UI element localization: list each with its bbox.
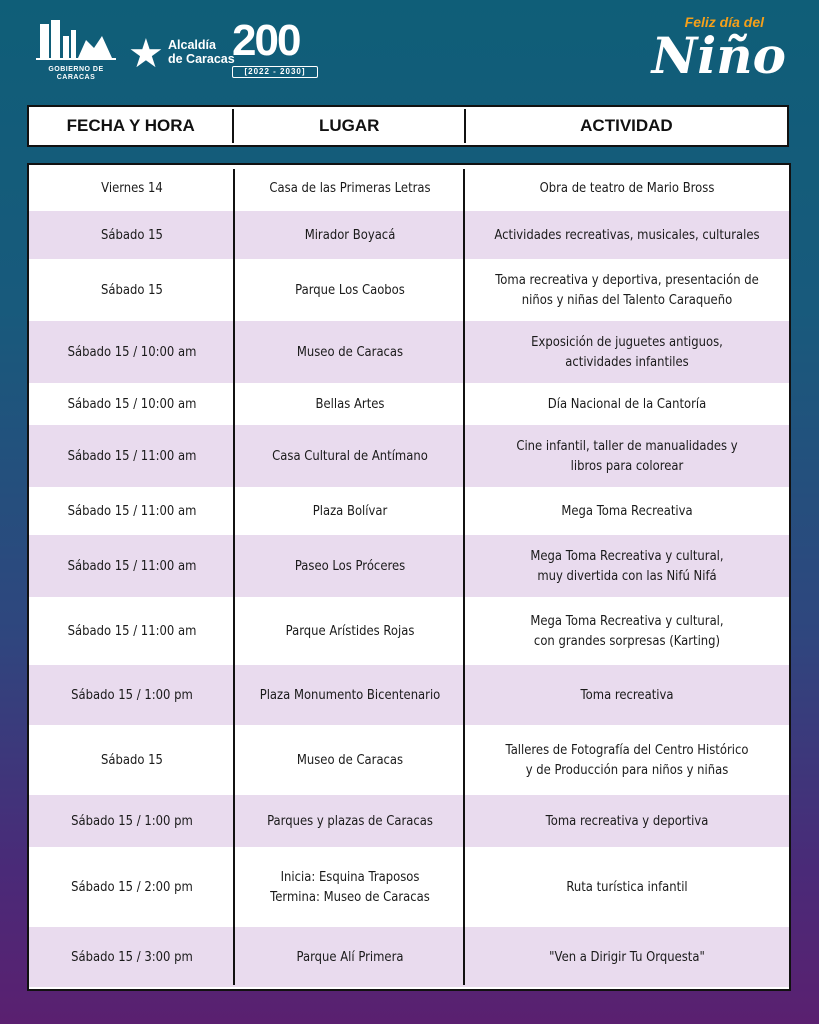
cell-actividad: Día Nacional de la Cantoría xyxy=(547,396,707,412)
cell-fecha: Sábado 15 / 10:00 am xyxy=(67,344,197,360)
cell-actividad: Toma recreativa y deportiva xyxy=(545,813,709,829)
column-header-actividad: ACTIVIDAD xyxy=(580,116,673,135)
cell-fecha: Sábado 15 / 1:00 pm xyxy=(71,813,193,829)
cell-lugar: Casa de las Primeras Letras xyxy=(269,180,431,196)
alcaldia-text: Alcaldía de Caracas xyxy=(168,38,235,66)
cell-lugar: Paseo Los Próceres xyxy=(294,558,406,574)
cell-lugar: Parque Arístides Rojas xyxy=(285,623,415,639)
cell-actividad: Talleres de Fotografía del Centro Histórico y de Producción para niños y niñas xyxy=(505,742,749,778)
anniversary-logo xyxy=(232,16,320,82)
cell-fecha: Sábado 15 / 2:00 pm xyxy=(71,879,193,895)
cell-actividad: Exposición de juguetes antiguos, actividades infantiles xyxy=(531,334,723,370)
schedule-table xyxy=(27,163,791,991)
table-row xyxy=(29,425,789,487)
feliz-dia-del-nino-title xyxy=(622,12,792,92)
cell-lugar: Mirador Boyacá xyxy=(304,227,396,243)
cell-fecha: Sábado 15 / 3:00 pm xyxy=(71,949,193,965)
cell-actividad: Mega Toma Recreativa xyxy=(561,503,693,519)
cell-fecha: Viernes 14 xyxy=(101,180,163,196)
cell-actividad: "Ven a Dirigir Tu Orquesta" xyxy=(549,949,705,965)
cell-actividad: Ruta turística infantil xyxy=(566,879,688,895)
table-row xyxy=(29,725,789,795)
city-skyline-icon xyxy=(36,18,116,64)
table-row xyxy=(29,795,789,847)
cell-fecha: Sábado 15 xyxy=(101,282,163,298)
cell-fecha: Sábado 15 / 10:00 am xyxy=(67,396,197,412)
table-row xyxy=(29,665,789,725)
column-divider xyxy=(463,169,465,985)
column-divider xyxy=(233,169,235,985)
cell-fecha: Sábado 15 / 11:00 am xyxy=(67,558,197,574)
cell-actividad: Mega Toma Recreativa y cultural, muy divertida con las Nifú Nifá xyxy=(530,548,724,584)
anniversary-years: [2022 - 2030] xyxy=(232,66,318,78)
cell-actividad: Toma recreativa y deportiva, presentación de niños y niñas del Talento Caraqueño xyxy=(495,272,759,308)
table-row xyxy=(29,211,789,259)
table-row xyxy=(29,321,789,383)
column-header-fecha: FECHA Y HORA xyxy=(66,116,195,135)
cell-lugar: Museo de Caracas xyxy=(296,752,404,768)
gobierno-text: GOBIERNO DE CARACAS xyxy=(48,66,104,81)
column-header-lugar: LUGAR xyxy=(318,116,380,135)
table-row xyxy=(29,847,789,927)
table-row xyxy=(29,535,789,597)
table-row xyxy=(29,487,789,535)
cell-actividad: Obra de teatro de Mario Bross xyxy=(539,180,715,196)
nino-text: Niño xyxy=(651,26,786,85)
cell-actividad: Toma recreativa xyxy=(580,687,674,703)
table-row xyxy=(29,597,789,665)
cell-actividad: Cine infantil, taller de manualidades y libros para colorear xyxy=(516,438,738,474)
cell-lugar: Plaza Bolívar xyxy=(312,503,388,519)
cell-actividad: Mega Toma Recreativa y cultural, con grandes sorpresas (Karting) xyxy=(530,613,724,649)
cell-lugar: Plaza Monumento Bicentenario xyxy=(259,687,441,703)
table-row xyxy=(29,165,789,211)
cell-fecha: Sábado 15 xyxy=(101,752,163,768)
cell-lugar: Parque Los Caobos xyxy=(295,282,405,298)
cell-fecha: Sábado 15 xyxy=(101,227,163,243)
gobierno-de-caracas-logo xyxy=(36,18,116,81)
table-row xyxy=(29,927,789,987)
cell-fecha: Sábado 15 / 1:00 pm xyxy=(71,687,193,703)
header xyxy=(0,0,819,100)
anniversary-number: 200 xyxy=(232,16,300,65)
cell-fecha: Sábado 15 / 11:00 am xyxy=(67,448,197,464)
cell-lugar: Parques y plazas de Caracas xyxy=(267,813,433,829)
cell-fecha: Sábado 15 / 11:00 am xyxy=(67,503,197,519)
table-header xyxy=(27,105,789,147)
cell-fecha: Sábado 15 / 11:00 am xyxy=(67,623,197,639)
cell-lugar: Inicia: Esquina Traposos Termina: Museo de Caracas xyxy=(270,869,430,905)
table-row xyxy=(29,259,789,321)
star-icon: ★ xyxy=(128,32,164,76)
table-row xyxy=(29,383,789,425)
cell-lugar: Casa Cultural de Antímano xyxy=(272,448,428,464)
cell-actividad: Actividades recreativas, musicales, culturales xyxy=(494,227,760,243)
cell-lugar: Museo de Caracas xyxy=(296,344,404,360)
cell-lugar: Bellas Artes xyxy=(315,396,385,412)
cell-lugar: Parque Alí Primera xyxy=(296,949,404,965)
feliz-text: Feliz día del xyxy=(684,14,764,30)
